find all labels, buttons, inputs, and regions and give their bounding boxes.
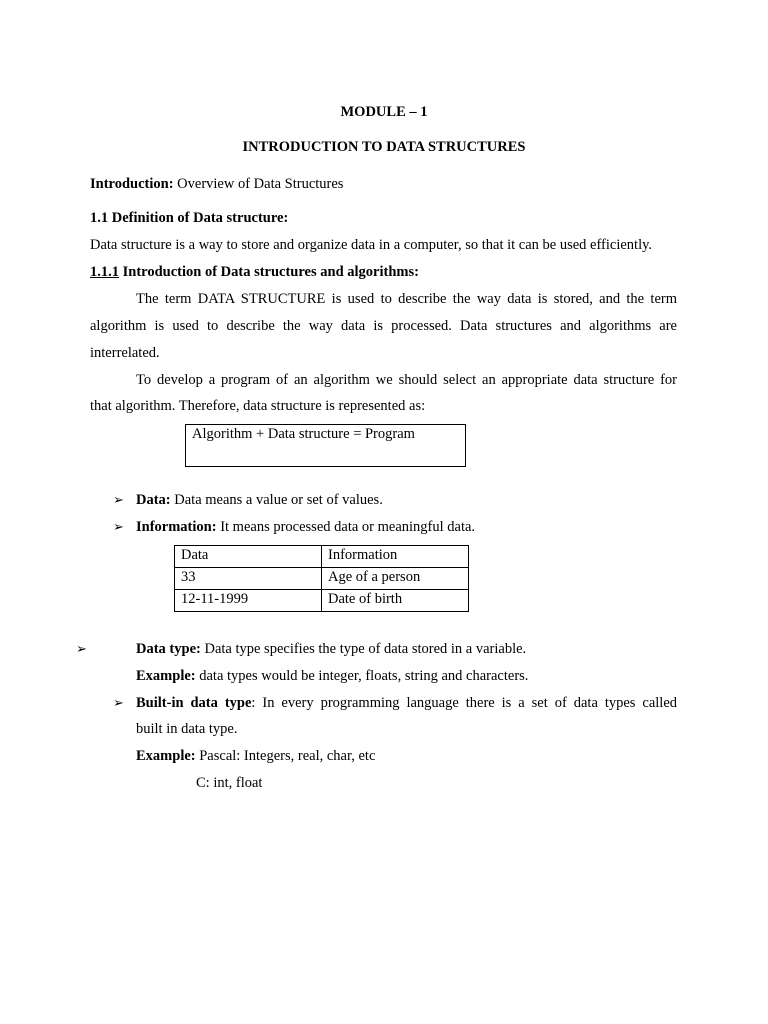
arrowhead-bullet-icon: ➢: [113, 492, 124, 507]
arrowhead-bullet-icon: ➢: [113, 695, 124, 710]
document-title: INTRODUCTION TO DATA STRUCTURES: [242, 139, 526, 155]
builtin-example: [136, 747, 375, 765]
section-1-1-1-heading: [90, 263, 419, 281]
builtin-label: Built-in data type: [136, 695, 252, 711]
module-title: MODULE – 1: [340, 104, 428, 120]
table-cell: 12-11-1999: [175, 590, 322, 612]
data-type-line: [136, 640, 526, 658]
builtin-line-2: built in data type.: [136, 721, 238, 737]
arrowhead-bullet-icon: ➢: [113, 519, 124, 534]
table-row: [175, 590, 469, 612]
table-cell: Age of a person: [322, 568, 469, 590]
builtin-text: : In every programming language there is a set of data types called: [251, 695, 678, 711]
section-1-1-heading: 1.1 Definition of Data structure:: [90, 210, 289, 226]
arrowhead-bullet-icon: ➢: [76, 641, 87, 656]
formula-box: [185, 424, 466, 467]
table-cell: 33: [175, 568, 322, 590]
paragraph-1-line-3: interrelated.: [90, 345, 160, 361]
formula-text: Algorithm + Data structure = Program: [192, 426, 415, 442]
builtin-line-1: [136, 694, 677, 712]
table-cell: Date of birth: [322, 590, 469, 612]
section-heading-text: Introduction of Data structures and algorithms:: [119, 264, 419, 280]
bullet-data-label: Data:: [136, 492, 171, 508]
introduction-text: Overview of Data Structures: [173, 176, 344, 192]
paragraph-1-line-1: The term DATA STRUCTURE is used to describe the way data is stored, and the term: [136, 291, 677, 307]
section-number: 1.1.1: [90, 264, 119, 280]
bullet-data: [136, 491, 383, 509]
bullet-data-text: Data means a value or set of values.: [170, 492, 383, 508]
introduction-label: Introduction:: [90, 176, 174, 192]
data-type-example-text: data types would be integer, floats, string and characters.: [195, 668, 529, 684]
bullet-information-text: It means processed data or meaningful data.: [216, 519, 476, 535]
builtin-c-example: C: int, float: [196, 775, 263, 791]
paragraph-1-line-2: algorithm is used to describe the way data is processed. Data structures and algorithms are: [90, 318, 677, 334]
section-1-1-text: Data structure is a way to store and organize data in a computer, so that it can be used efficiently.: [90, 237, 653, 253]
data-type-example-label: Example:: [136, 668, 196, 684]
bullet-information-label: Information:: [136, 519, 217, 535]
data-type-text: Data type specifies the type of data stored in a variable.: [200, 641, 527, 657]
bullet-information: [136, 518, 475, 536]
builtin-example-text: Pascal: Integers, real, char, etc: [195, 748, 376, 764]
table-cell: Data: [175, 546, 322, 568]
table-cell: Information: [322, 546, 469, 568]
data-information-table: [174, 545, 469, 612]
table-row: [175, 568, 469, 590]
paragraph-2-line-2: that algorithm. Therefore, data structure is represented as:: [90, 398, 426, 414]
data-type-example: [136, 667, 528, 685]
table-row: [175, 546, 469, 568]
paragraph-2-line-1: To develop a program of an algorithm we should select an appropriate data structure for: [136, 372, 677, 388]
builtin-example-label: Example:: [136, 748, 196, 764]
introduction-line: [90, 175, 343, 193]
data-type-label: Data type:: [136, 641, 201, 657]
